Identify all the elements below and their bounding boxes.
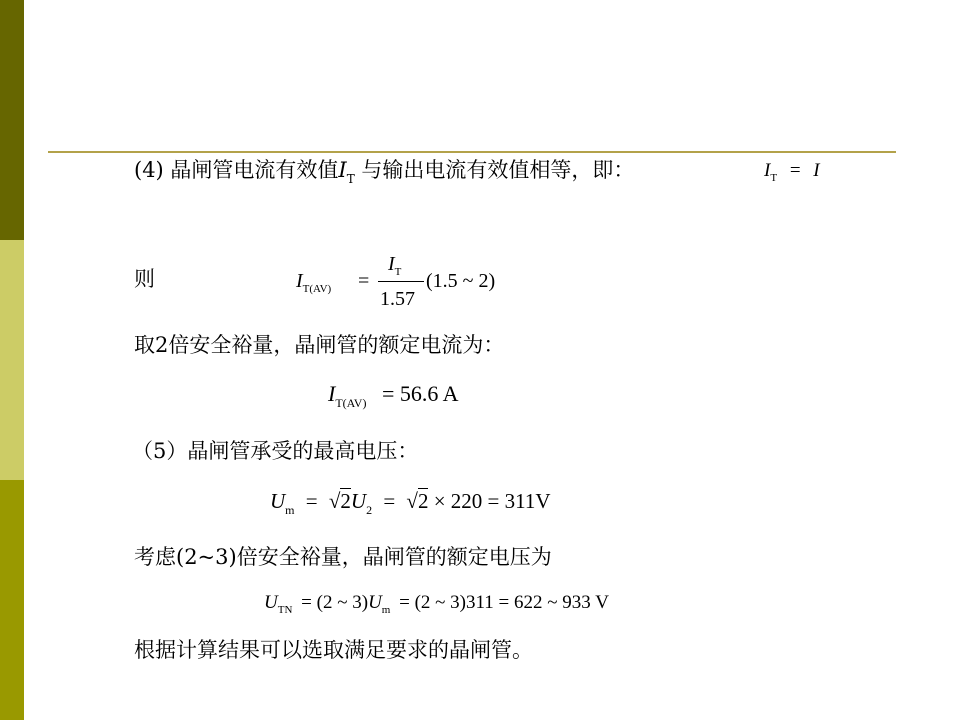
formula-3 xyxy=(270,489,551,517)
f3-u-sub: m xyxy=(285,503,295,517)
f4-u-symbol: U xyxy=(264,592,278,613)
equation-it-equals-i xyxy=(764,160,820,182)
formula-4 xyxy=(264,592,609,614)
eq-op: = xyxy=(789,160,801,181)
formula-1-tail: (1.5 ~ 2) xyxy=(426,270,496,292)
item-4-text xyxy=(134,154,634,184)
f1-num-symbol: I xyxy=(388,253,395,275)
eq-lhs-sub: T xyxy=(770,172,778,184)
f3-eq1: = xyxy=(305,489,318,513)
sidebar-segment-top xyxy=(0,0,24,240)
item-5-text: （5）晶闸管承受的最高电压： xyxy=(132,439,419,463)
f3-u-symbol: U xyxy=(270,489,286,513)
symbol-sub: T xyxy=(346,172,355,186)
conclusion-text: 根据计算结果可以选取满足要求的晶闸管。 xyxy=(134,638,533,662)
f1-lhs-sub: T(AV) xyxy=(302,283,332,295)
eq-rhs: I xyxy=(813,160,820,181)
slide-sidebar xyxy=(0,0,24,720)
formula-1-fraction-bar xyxy=(378,281,424,282)
sqrt-sign-2: √ xyxy=(406,489,418,513)
f3-eq2: = xyxy=(383,489,396,513)
f4-u2-sub: m xyxy=(381,604,391,616)
f3-tail: × 220 = 311V xyxy=(433,489,551,513)
f4-u-sub: TN xyxy=(277,604,293,616)
f3-radicand-2: 2 xyxy=(417,489,429,513)
item-4-suffix: 与输出电流有效值相等，即： xyxy=(354,158,635,182)
formula-1-eq: = xyxy=(358,270,370,292)
title-divider xyxy=(48,151,896,153)
f2-lhs-sub: T(AV) xyxy=(335,396,367,410)
voltage-text: 考虑(2~3)倍安全裕量，晶闸管的额定电压为 xyxy=(134,545,552,569)
sqrt-sign-1: √ xyxy=(328,489,341,513)
sidebar-segment-bottom xyxy=(0,480,24,720)
margin-text: 取2倍安全裕量，晶闸管的额定电流为： xyxy=(134,333,505,357)
f4-tail: = (2 ~ 3)311 = 622 ~ 933 V xyxy=(399,592,609,613)
formula-1-numerator xyxy=(388,253,401,276)
f2-lhs-symbol: I xyxy=(328,381,336,406)
sidebar-segment-middle xyxy=(0,240,24,480)
f1-num-sub: T xyxy=(394,266,402,278)
f4-mid: = (2 ~ 3) xyxy=(301,592,369,613)
f1-lhs-symbol: I xyxy=(296,270,303,292)
f3-u2-sub: 2 xyxy=(366,503,373,517)
formula-1-denominator: 1.57 xyxy=(380,288,415,310)
ze-label: 则 xyxy=(134,267,155,291)
f3-u2-symbol: U xyxy=(350,489,367,513)
f4-u2-symbol: U xyxy=(368,592,382,613)
f3-radicand-1: 2 xyxy=(340,489,351,513)
eq-lhs: I xyxy=(764,160,771,181)
formula-2 xyxy=(328,381,459,410)
formula-1-lhs xyxy=(296,270,331,293)
item-4-prefix: (4) 晶闸管电流有效值 xyxy=(134,158,339,182)
symbol-i: I xyxy=(338,158,347,182)
f2-rhs: = 56.6 A xyxy=(381,381,459,406)
